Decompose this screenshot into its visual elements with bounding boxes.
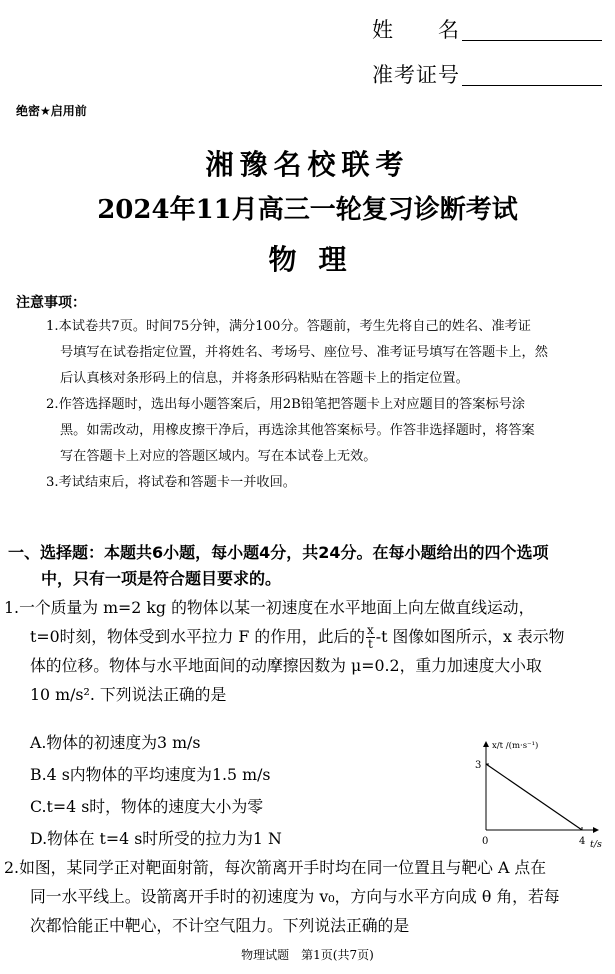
q2-line1: 2.如图，某同学正对靶面射箭，每次箭离开手时均在同一位置且与靶心 A 点在	[4, 858, 547, 877]
exam-id-field[interactable]	[462, 57, 602, 86]
q1-line4: 10 m/s². 下列说法正确的是	[30, 685, 227, 704]
q1-option-d[interactable]: D.物体在 t=4 s时所受的拉力为1 N	[30, 829, 282, 848]
q2-line2: 同一水平线上。设箭离开手时的初速度为 v₀，方向与水平方向成 θ 角，若每	[30, 887, 560, 906]
q1-frac-num: x	[366, 623, 374, 637]
name-label: 姓 名	[372, 18, 460, 42]
graph-y-tick-label: 3	[475, 760, 482, 771]
notice-list	[46, 314, 606, 496]
graph-series-line	[486, 764, 582, 830]
subject-title: 物理	[268, 243, 369, 276]
notice-item-3-line-1: 3.考试结束后，将试卷和答题卡一并收回。	[46, 475, 296, 490]
notice-item-1-line-1: 1.本试卷共7页。时间75分钟，满分100分。答题前，考生先将自己的姓名、准考证	[46, 319, 531, 334]
q2-line3: 次都恰能正中靶心，不计空气阻力。下列说法正确的是	[30, 916, 410, 935]
graph-y-axis-label: x/t /(m·s⁻¹)	[492, 741, 539, 751]
q1-graph	[462, 734, 608, 852]
section-choice-heading	[8, 540, 608, 592]
secret-mark: 绝密★启用前	[16, 104, 87, 118]
notice-heading: 注意事项：	[16, 295, 86, 311]
notice-item-1-line-2: 号填写在试卷指定位置，并将姓名、考场号、座位号、准考证号填写在答题卡上，然	[60, 345, 548, 360]
exam-title-line1: 湘豫名校联考	[205, 148, 410, 181]
notice-item-2-line-3: 写在答题卡上对应的答题区域内。写在本试卷上无效。	[60, 449, 377, 464]
q1-option-b[interactable]: B.4 s内物体的平均速度为1.5 m/s	[30, 765, 271, 784]
q1-option-a[interactable]: A.物体的初速度为3 m/s	[30, 733, 201, 752]
graph-x-axis-label: t/s	[590, 839, 602, 850]
section-choice-line1: 一、选择题：本题共6小题，每小题4分，共24分。在每小题给出的四个选项	[8, 543, 549, 562]
exam-id-label: 准考证号	[372, 63, 460, 87]
name-field[interactable]	[462, 12, 602, 41]
q1-frac-den: t	[367, 637, 373, 651]
graph-origin-label: 0	[482, 836, 489, 847]
section-choice-line2: 中，只有一项是符合题目要求的。	[41, 569, 282, 588]
exam-title-line2: 2024年11月高三一轮复习诊断考试	[97, 195, 518, 225]
notice-item-2-line-1: 2.作答选择题时，选出每小题答案后，用2B铅笔把答题卡上对应题目的答案标号涂	[46, 397, 526, 412]
q1-fraction	[366, 624, 375, 651]
q1-line2-start: t=0时刻，物体受到水平拉力 F 的作用，此后的	[30, 627, 365, 646]
q1-options	[30, 727, 282, 855]
q1-line1: 1.一个质量为 m=2 kg 的物体以某一初速度在水平地面上向左做直线运动，	[4, 598, 535, 617]
notice-item-2-line-2: 黑。如需改动，用橡皮擦干净后，再选涂其他答案标号。作答非选择题时，将答案	[60, 423, 535, 438]
page-footer: 物理试题 第1页(共7页)	[241, 948, 374, 962]
question-1	[4, 593, 610, 709]
q1-line2	[4, 622, 610, 651]
question-2	[4, 853, 610, 940]
q1-line2-end: -t 图像如图所示，x 表示物	[375, 627, 565, 646]
q1-option-c[interactable]: C.t=4 s时，物体的速度大小为零	[30, 797, 264, 816]
notice-item-1-line-3: 后认真核对条形码上的信息，并将条形码粘贴在答题卡上的指定位置。	[60, 371, 469, 386]
q1-line3: 体的位移。物体与水平地面间的动摩擦因数为 μ=0.2，重力加速度大小取	[30, 656, 542, 675]
graph-x-tick-label: 4	[579, 836, 586, 847]
